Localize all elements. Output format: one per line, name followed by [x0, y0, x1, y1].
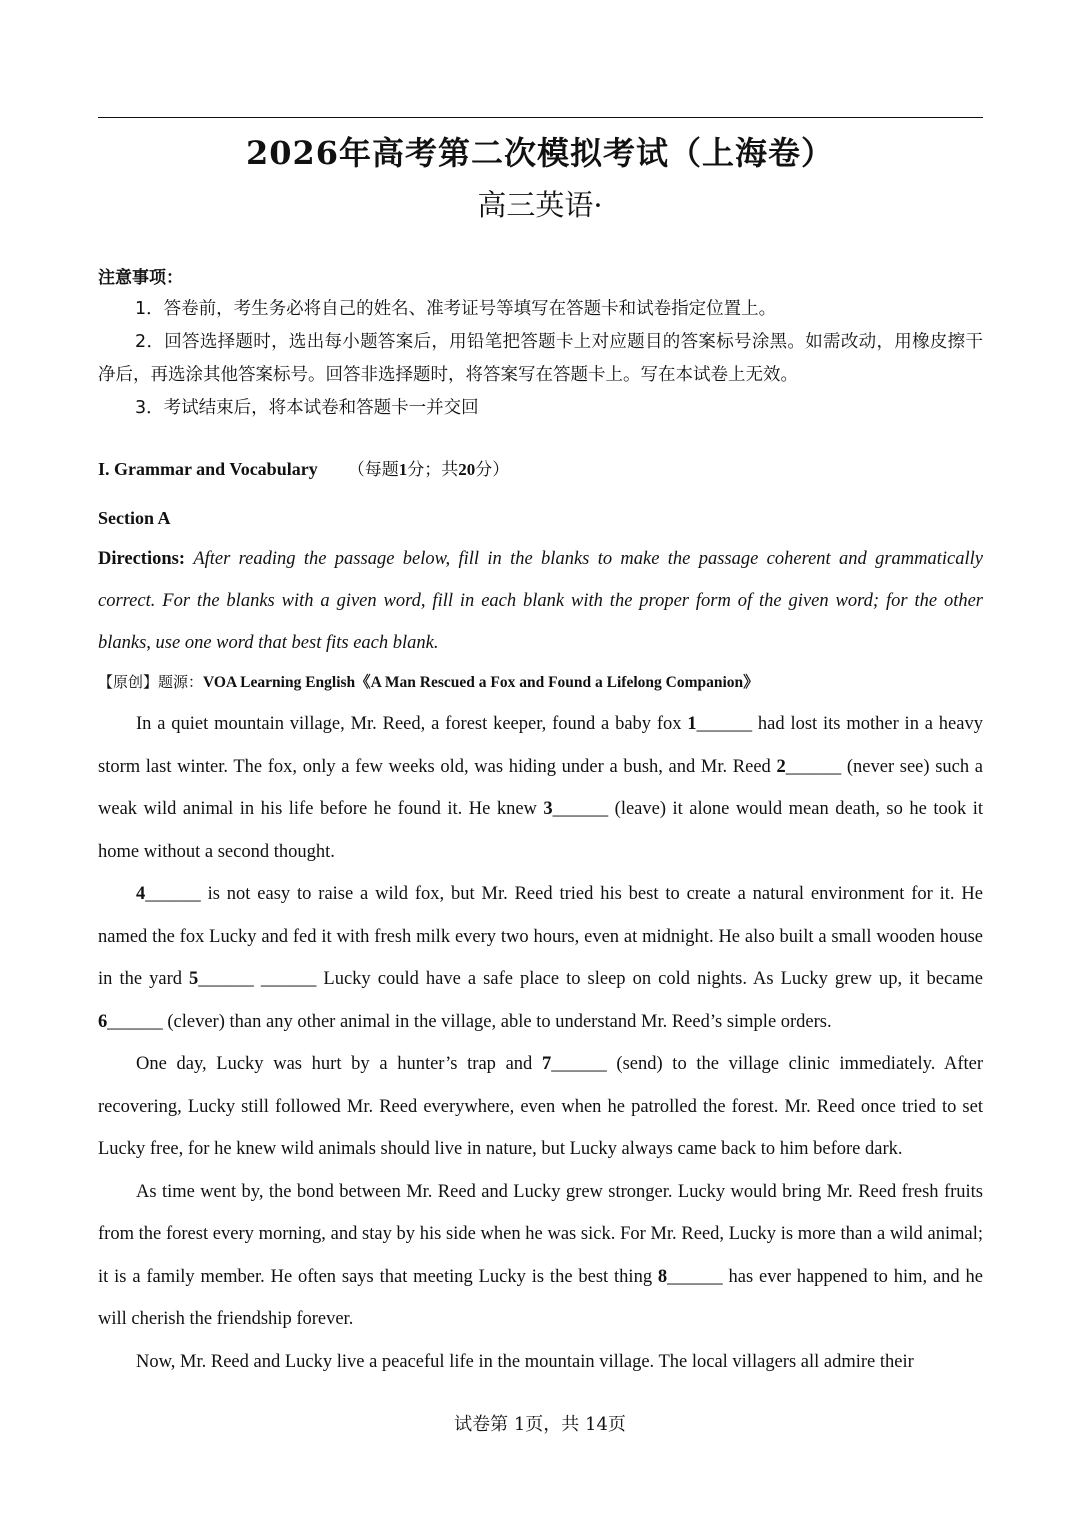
section-points: （每题1分；共20分）	[347, 460, 510, 480]
notice-item: 3．考试结束后，将本试卷和答题卡一并交回	[135, 398, 479, 418]
paragraph: As time went by, the bond between Mr. Reed and Lucky grew stronger. Lucky would bring Mr. Reed fresh fruits from the forest every morning, and stay by his side when he was sick. For Mr. Reed, Lucky is more than a wild animal; it is a family member. He often says that meeting Lucky is the best thing 8______ has ever happened to him, and he will cherish the friendship forever.	[98, 1181, 983, 1329]
blank-number: 6	[98, 1011, 108, 1032]
blank-number: 3	[543, 799, 553, 819]
page-title: 2026年高考第二次模拟考试（上海卷）	[245, 134, 835, 172]
directions-text: After reading the passage below, fill in the blanks to make the passage coherent and grammatically correct. For the blanks with a given word, fill in each blank with the proper form of the given word; for the other blanks, use one word that best fits each blank.	[98, 549, 984, 653]
blank-number: 2	[776, 756, 786, 777]
paragraph: Now, Mr. Reed and Lucky live a peaceful life in the mountain village. The local villagers all admire their	[136, 1351, 914, 1372]
paragraph: 4______ is not easy to raise a wild fox, but Mr. Reed tried his best to create a natural environment for it. He named the fox Lucky and fed it with fresh milk every two hours, even at midnight. He also built a small wooden house in the yard 5______ ______ Lucky could have a safe place to sleep on cold nights. As Lucky grew up, it became 6______ (clever) than any other animal in the village, able to understand Mr. Reed’s simple orders.	[98, 884, 983, 1032]
paragraph: One day, Lucky was hurt by a hunter’s trap and 7______ (send) to the village clinic immediately. After recovering, Lucky still followed Mr. Reed everywhere, even when he patrolled the forest. Mr. Reed once tried to set Lucky free, for he knew wild animals should live in nature, but Lucky always came back to him before dark.	[98, 1054, 983, 1159]
blank-number: 8	[657, 1266, 668, 1287]
passage	[98, 703, 983, 1383]
blank-number: 7	[541, 1054, 552, 1074]
page-footer: 试卷第 1页，共 14页	[454, 1414, 626, 1435]
directions-label: Directions:	[98, 549, 185, 569]
notice-list	[98, 293, 983, 425]
blank-number: 4	[136, 884, 146, 904]
passage-source: 【原创】题源：VOA Learning English《A Man Rescued a Fox and Found a Lifelong Companion》	[98, 673, 759, 691]
blank-number: 1	[687, 714, 697, 734]
notice-item: 1．答卷前，考生务必将自己的姓名、准考证号等填写在答题卡和试卷指定位置上。	[135, 299, 777, 319]
section-heading	[98, 455, 509, 480]
page-subtitle: 高三英语·	[477, 188, 603, 222]
header-rule	[98, 117, 983, 118]
subsection-title: Section A	[98, 508, 171, 528]
notice-heading: 注意事项：	[98, 268, 183, 288]
section-title: I. Grammar and Vocabulary	[98, 459, 318, 479]
notice-item: 2．回答选择题时，选出每小题答案后，用铅笔把答题卡上对应题目的答案标号涂黑。如需改动，用橡皮擦干净后，再选涂其他答案标号。回答非选择题时，将答案写在答题卡上。写在本试卷上无效。	[98, 332, 983, 385]
blank-number: 5	[189, 969, 199, 989]
directions	[98, 538, 983, 664]
paragraph: In a quiet mountain village, Mr. Reed, a forest keeper, found a baby fox 1______ had lost its mother in a heavy storm last winter. The fox, only a few weeks old, was hiding under a bush, and Mr. Reed 2______ (never see) such a weak wild animal in his life before he found it. He knew 3______ (leave) it alone would mean death, so he took it home without a second thought.	[98, 714, 983, 862]
